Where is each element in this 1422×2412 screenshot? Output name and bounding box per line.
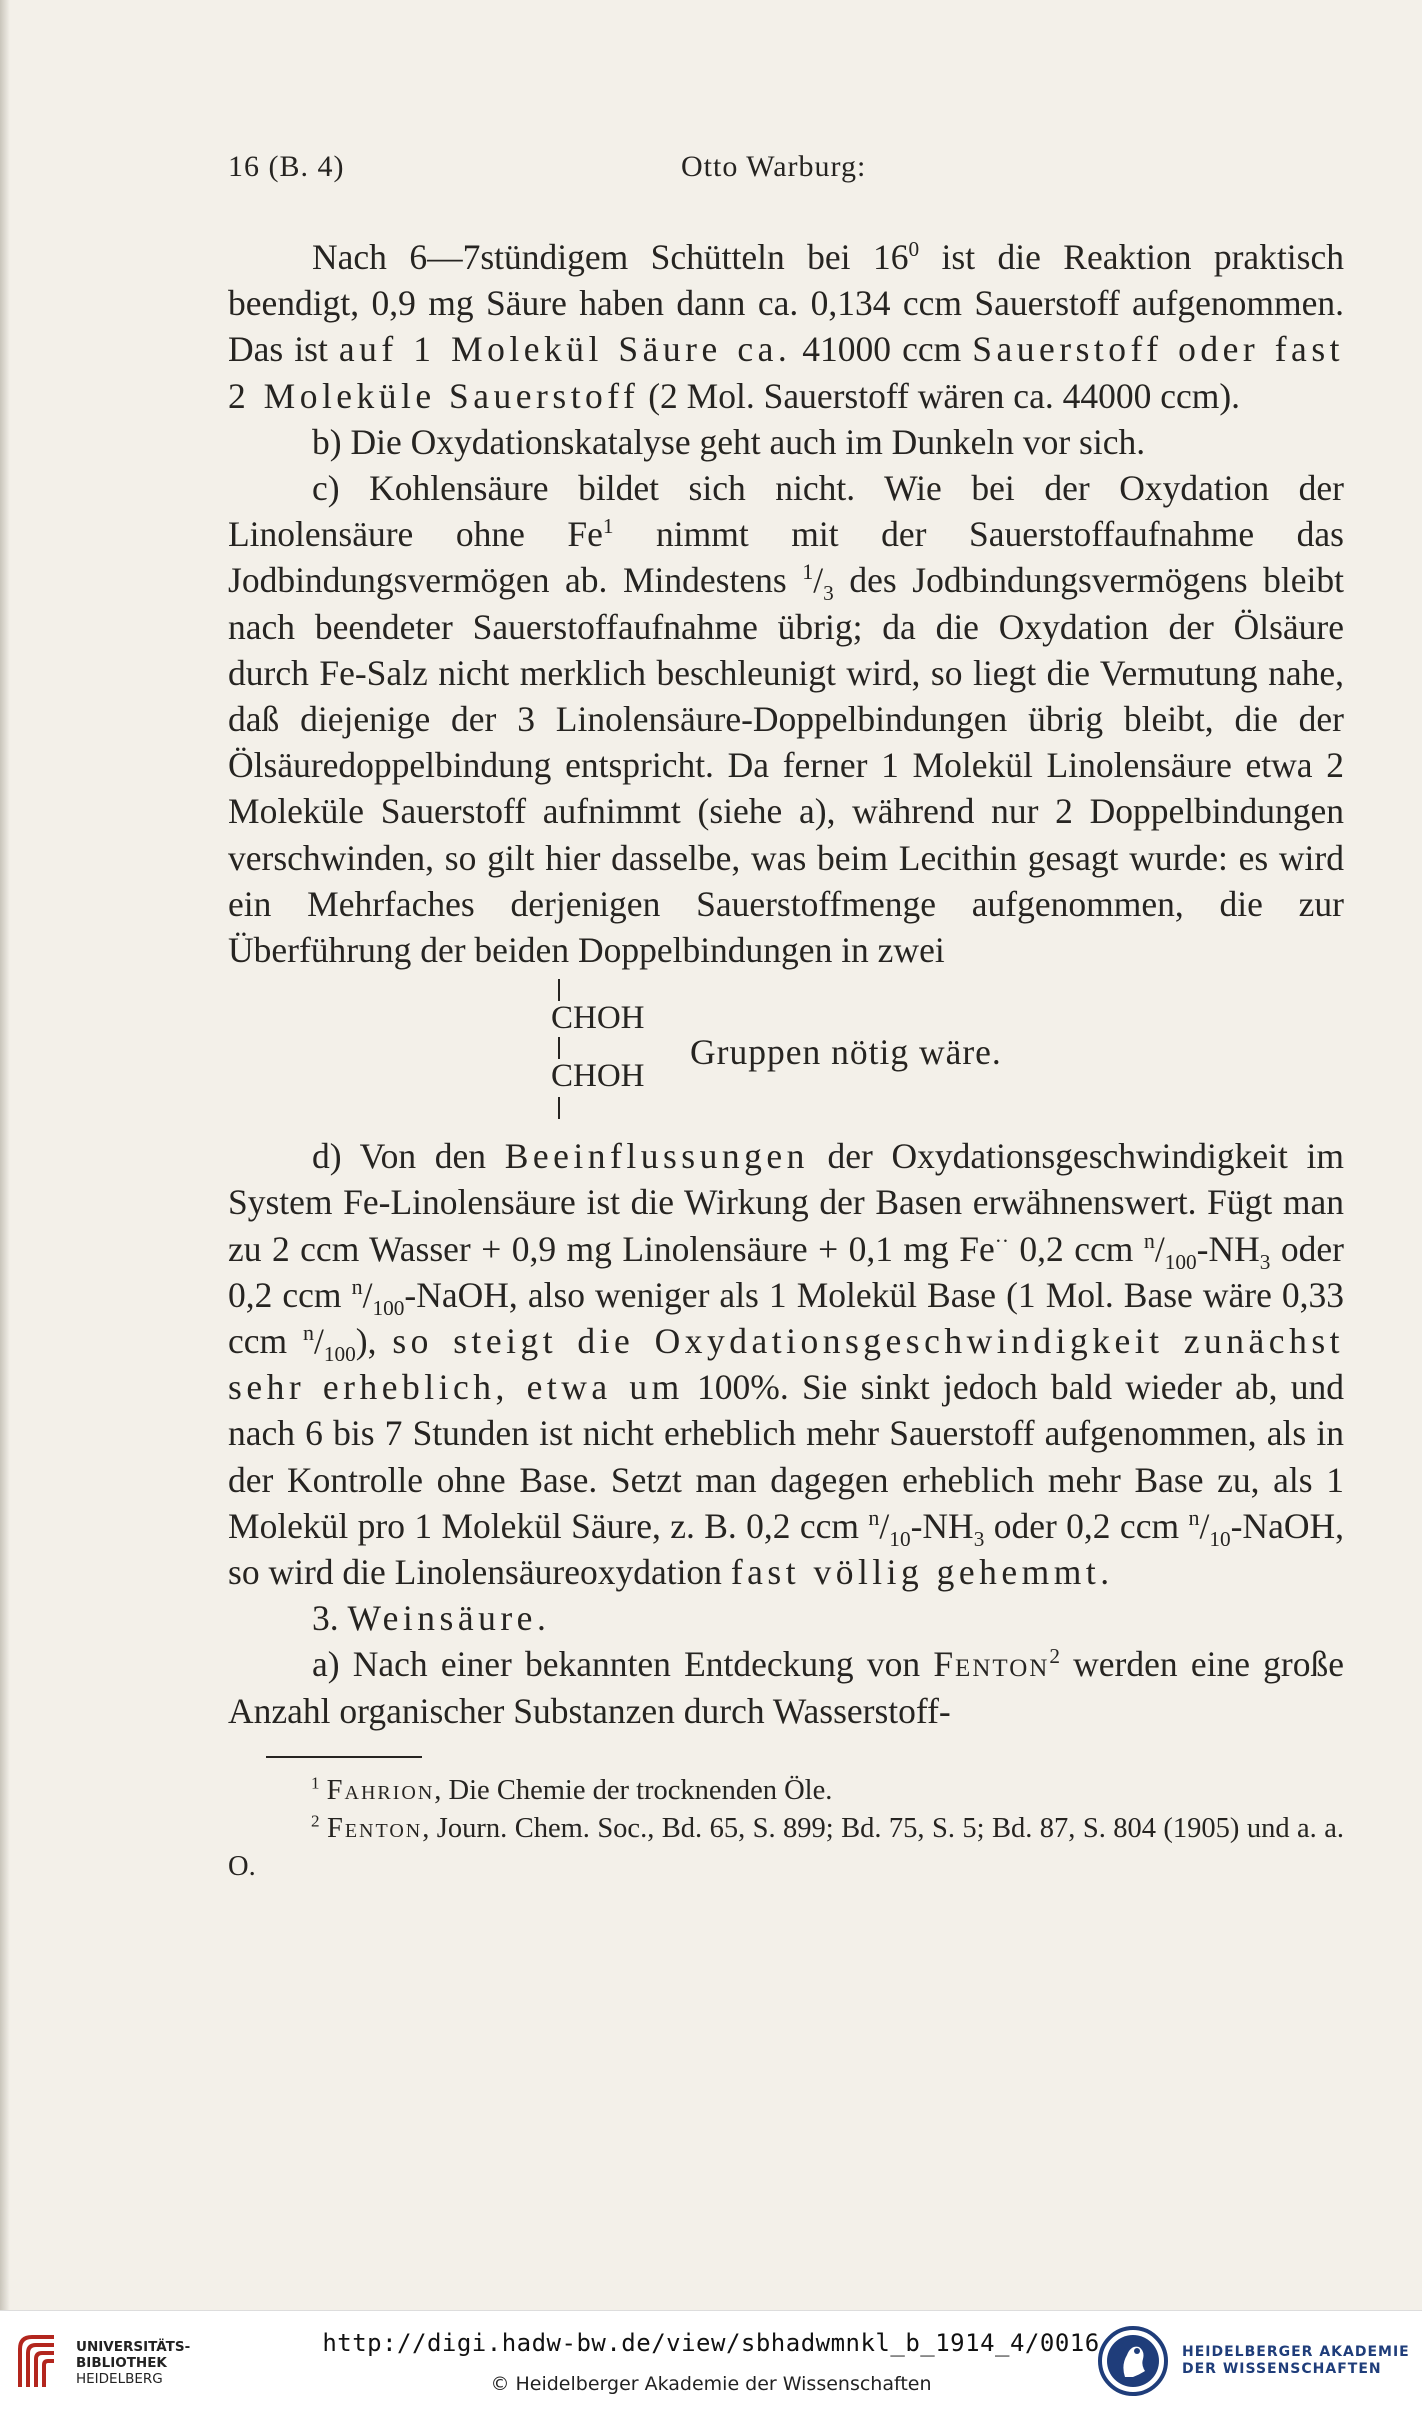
iron-charge: ··	[994, 1228, 1009, 1253]
spaced-emphasis: so steigt die Oxydationsgeschwindigkeit zunächst sehr erheblich, etwa um	[228, 1321, 1344, 1408]
formula-choh-1: CHOH	[551, 1000, 645, 1037]
spaced-emphasis: Beeinflussungen	[504, 1136, 809, 1177]
paragraph-d: d) Von den Beeinflussungen der Oxydationsgeschwindigkeit im System Fe-Linolensäure ist die Wirkung der Basen erwähnenswert. Fügt man zu 2 ccm Wasser + 0,9 mg Linolensäure + 0,1 mg Fe·· 0,2 ccm $^n/_{100}-NH_3$ oder 0,2 ccm $^n/_{100}$-NaOH, also weniger als 1 Molekül Base (1 Mol. Base wäre 0,33 ccm $^n/_{100}$), so steigt die Oxydationsgeschwindigkeit zunächst sehr erheblich, etwa um 100%. Sie sinkt jedoch bald wieder ab, und nach 6 bis 7 Stunden ist nicht erheblich mehr Sauerstoff aufgenommen, als in der Kontrolle ohne Base. Setzt man dagegen erheblich mehr Base zu, als 1 Molekül pro 1 Molekül Säure, z. B. 0,2 ccm $^n/_{10}-NH_3$ oder 0,2 ccm $^n/_{10}$-NaOH, so wird die Linolensäureoxydation fast völlig gehemmt.	[228, 1136, 1344, 1593]
footnotes	[228, 1772, 1344, 1886]
paragraph-c: c) Kohlensäure bildet sich nicht. Wie bei der Oxydation der Linolensäure ohne Fe$^1$ nimmt mit der Sauerstoffaufnahme das Jodbindungsvermögen ab. Mindestens $^1/_3$ des Jodbindungsvermögens bleibt nach beendeter Sauerstoffaufnahme übrig; da die Oxydation der Ölsäure durch Fe-Salz nicht merklich beschleunigt wird, so liegt die Vermutung nahe, daß diejenige der 3 Linolensäure-Doppelbindungen übrig bleibt, die der Ölsäuredoppelbindung entspricht. Da ferner 1 Molekül Linolensäure etwa 2 Moleküle Sauerstoff aufnimmt (siehe a), während nur 2 Doppelbindungen verschwinden, so gilt hier dasselbe, was beim Lecithin gesagt wurde: es wird ein Mehrfaches derjenigen Sauerstoffmenge aufgenommen, die zur Überführung der beiden Doppelbindungen in zwei	[228, 468, 1344, 971]
page-header	[228, 150, 1344, 194]
footnote-ref-2: 2	[1049, 1644, 1060, 1669]
university-library-name: UNIVERSITÄTS- BIBLIOTHEK HEIDELBERG	[76, 2339, 191, 2387]
degree-mark: 0	[908, 237, 920, 262]
footnote-1: $^1$ Fahrion, Die Chemie der trocknenden Öle.	[311, 1773, 833, 1806]
section-heading-3: 3. Weinsäure.	[312, 1598, 546, 1639]
formula-trailing-text: Gruppen nötig wäre.	[690, 1032, 1002, 1073]
page-edge-shadow	[0, 0, 10, 2310]
copyright-notice: © Heidelberger Akademie der Wissenschaften	[490, 2373, 932, 2395]
author-name: Fahrion	[326, 1774, 435, 1806]
spaced-emphasis: Sauerstoff oder fast 2 Moleküle Sauerstoff	[228, 329, 1344, 416]
spaced-emphasis: Weinsäure	[347, 1598, 537, 1639]
normality-fraction: $^n/_{100}$	[302, 1320, 356, 1367]
bond-line	[558, 1097, 560, 1119]
fraction-one-third: $^1/_3$	[802, 559, 834, 606]
normality-fraction: $^n/_{100}$	[351, 1274, 405, 1320]
footnote-ref-1: 1	[602, 514, 614, 539]
permalink-url[interactable]: http://digi.hadw-bw.de/view/sbhadwmnkl_b_1914_4/0016	[322, 2329, 1100, 2357]
choh-formula	[228, 979, 1344, 1121]
footnote-divider	[266, 1756, 422, 1758]
digitization-footer	[0, 2310, 1422, 2412]
author-name: Fenton	[933, 1644, 1050, 1685]
normality-fraction: $^n/_{10}$	[1188, 1505, 1231, 1551]
spaced-emphasis: auf 1 Molekül Säure ca.	[338, 329, 792, 370]
paragraph-3a: a) Nach einer bekannten Entdeckung von Fenton$^2$ werden eine große Anzahl organischer Substanzen durch Wasserstoff-	[228, 1644, 1344, 1731]
academy-seal-icon[interactable]	[1097, 2325, 1169, 2397]
page-number: 16 (B. 4)	[228, 150, 345, 183]
paragraph-1: Nach 6—7stündigem Schütteln bei $16^0$ ist die Reaktion praktisch beendigt, 0,9 mg Säure haben dann ca. 0,134 ccm Sauerstoff aufgenommen. Das ist auf 1 Molekül Säure ca. 41000 ccm Sauerstoff oder fast 2 Moleküle Sauerstoff (2 Mol. Sauerstoff wären ca. 44000 ccm).	[228, 237, 1344, 416]
body-text	[228, 234, 1344, 1734]
paragraph-b: b) Die Oxydationskatalyse geht auch im Dunkeln vor sich.	[312, 421, 1146, 462]
scanned-page	[228, 150, 1344, 1886]
author-name: Fenton	[326, 1812, 423, 1844]
formula-choh-2: CHOH	[551, 1058, 645, 1095]
spaced-emphasis: fast völlig gehemmt	[730, 1552, 1101, 1593]
footnote-2: $^2$ Fenton, Journ. Chem. Soc., Bd. 65, S. 899; Bd. 75, S. 5; Bd. 87, S. 804 (1905) und a. a. O.	[228, 1811, 1345, 1882]
academy-name: HEIDELBERGER AKADEMIE DER WISSENSCHAFTEN	[1182, 2344, 1410, 2377]
running-title: Otto Warburg:	[681, 150, 867, 183]
normality-fraction: $^n/_{100}$	[1143, 1227, 1197, 1274]
normality-fraction: $^n/_{10}$	[868, 1505, 911, 1551]
